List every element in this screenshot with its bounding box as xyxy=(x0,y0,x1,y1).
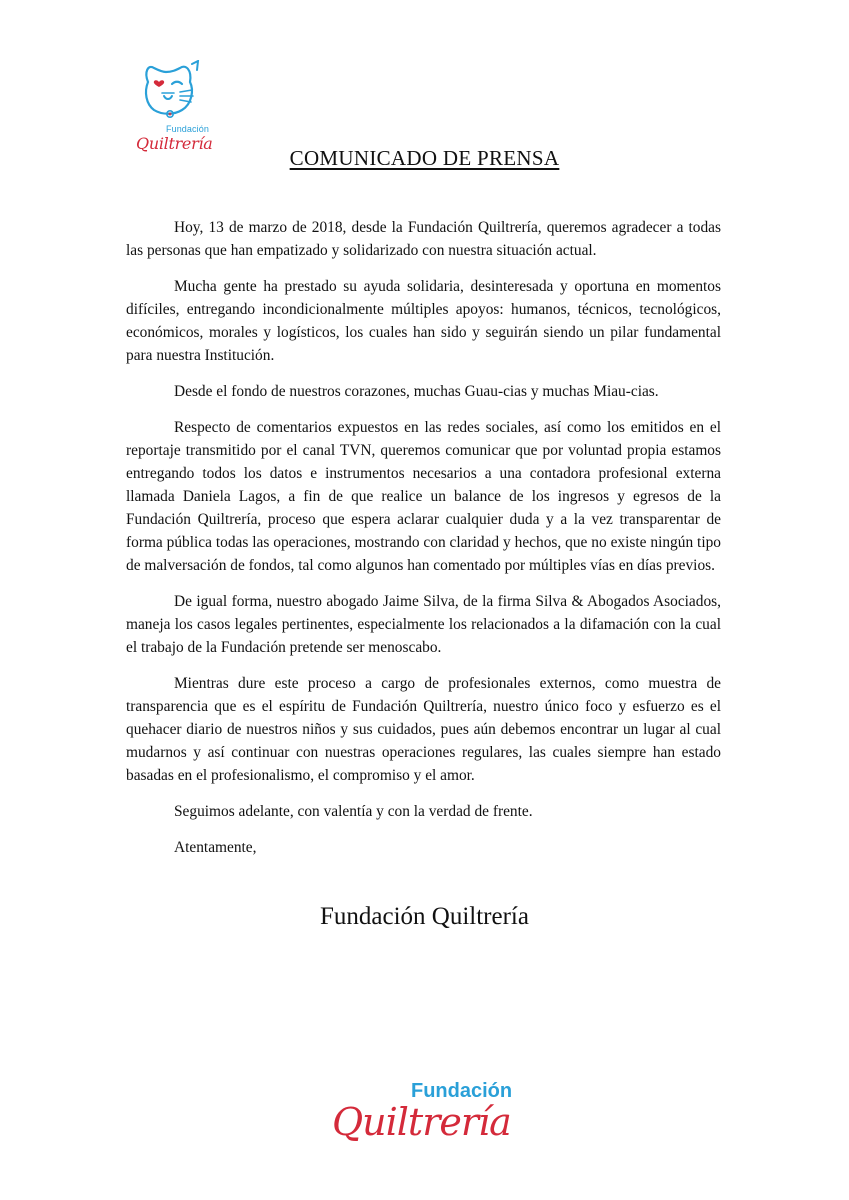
foundation-logo-top xyxy=(136,60,220,152)
paragraph: Hoy, 13 de marzo de 2018, desde la Fundación Quiltrería, queremos agradecer a todas las personas que han empatizado y solidarizado con nuestra situación actual. xyxy=(126,219,721,259)
paragraph: Respecto de comentarios expuestos en las redes sociales, así como los emitidos en el reportaje transmitido por el canal TVN, queremos comunicar que por voluntad propia estamos entregando todos los datos e instrumentos necesarios a una contadora profesional externa llamada Daniela Lagos, a fin de que realice un balance de los ingresos y egresos de la Fundación Quiltrería, proceso que espera aclarar cualquier duda y a la vez transparentar de forma pública todas las operaciones, mostrando con claridad y hechos, que no existe ningún tipo de malversación de fondos, tal como algunos han comentado por múltiples vías en días previos. xyxy=(126,419,721,574)
paragraph: Desde el fondo de nuestros corazones, muchas Guau-cias y muchas Miau-cias. xyxy=(174,383,659,400)
paragraph: De igual forma, nuestro abogado Jaime Silva, de la firma Silva & Abogados Asociados, maneja los casos legales pertinentes, especialmente los relacionados a la difamación con la cual el trabajo de la Fundación pretende ser menoscabo. xyxy=(126,593,721,656)
paragraph: Mucha gente ha prestado su ayuda solidaria, desinteresada y oportuna en momentos difíciles, entregando incondicionalmente múltiples apoyos: humanos, técnicos, tecnológicos, económicos, morales y logísticos, los cuales han sido y seguirán siendo un pilar fundamental para nuestra Institución. xyxy=(126,278,721,364)
signature-name: Fundación Quiltrería xyxy=(320,903,529,930)
paragraph: Mientras dure este proceso a cargo de profesionales externos, como muestra de transparencia que es el espíritu de Fundación Quiltrería, nuestro único foco y esfuerzo es el quehacer diario de nuestros niños y sus cuidados, pues aún debemos encontrar un lugar al cual mudarnos y así continuar con nuestras operaciones regulares, las cuales siempre han estado basadas en el profesionalismo, el compromiso y el amor. xyxy=(126,675,721,784)
foundation-logo-bottom xyxy=(332,1080,532,1150)
paragraph: Seguimos adelante, con valentía y con la verdad de frente. xyxy=(174,803,533,820)
closing-salutation: Atentamente, xyxy=(174,839,257,856)
cat-face-icon xyxy=(140,60,206,122)
document-body xyxy=(126,216,721,872)
logo-quiltreria-text: Quiltrería xyxy=(136,134,213,153)
logo-fundacion-text: Fundación xyxy=(411,1080,513,1102)
logo-quiltreria-text: Quiltrería xyxy=(332,1100,511,1144)
document-title: COMUNICADO DE PRENSA xyxy=(289,146,560,170)
logo-fundacion-text: Fundación xyxy=(166,124,209,134)
